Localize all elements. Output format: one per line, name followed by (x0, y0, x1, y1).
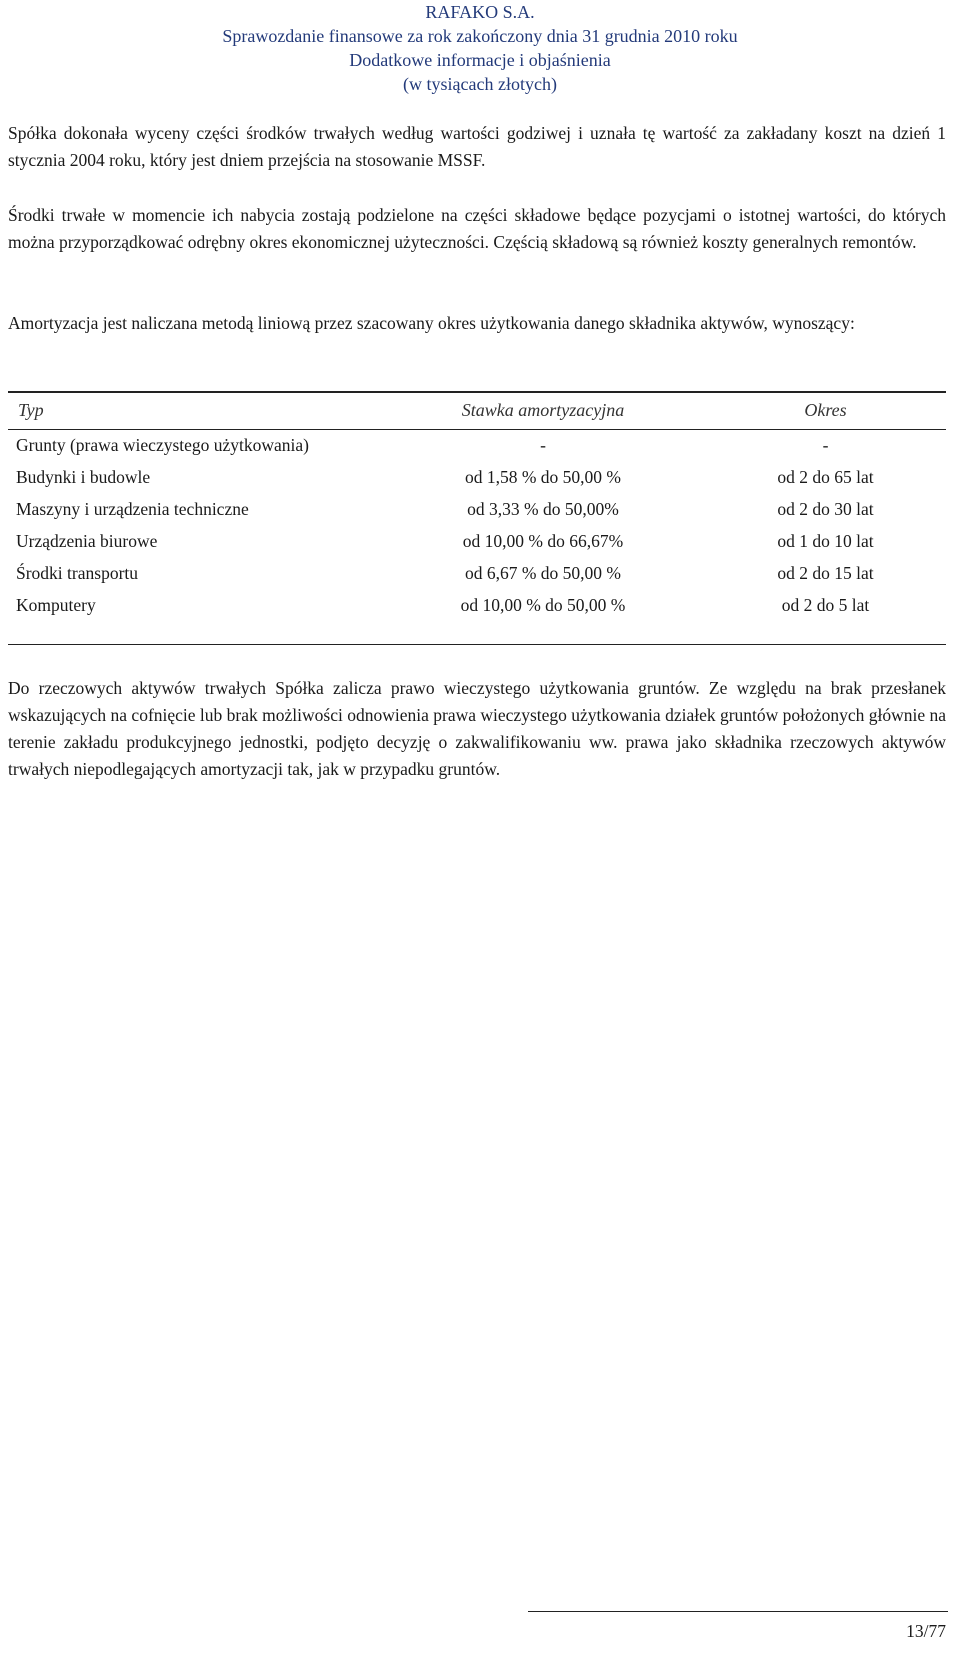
cell-type: Komputery (16, 595, 96, 615)
footer-rule (528, 1611, 948, 1612)
paragraph-depreciation: Amortyzacja jest naliczana metodą liniową przez szacowany okres użytkowania danego składnika aktywów, wynoszący: (8, 313, 855, 333)
section-title: Dodatkowe informacje i objaśnienia (349, 50, 611, 70)
cell-rate: od 1,58 % do 50,00 % (464, 467, 622, 487)
header-type: Typ (18, 400, 44, 420)
cell-rate: od 10,00 % do 66,67% (462, 531, 624, 551)
cell-period: od 2 do 65 lat (777, 467, 874, 487)
cell-type: Środki transportu (16, 563, 139, 583)
paragraph-fair-value: Spółka dokonała wyceny części środków trwałych według wartości godziwej i uznała tę wartość za zakładany koszt na dzień 1 stycznia 2004 roku, który jest dniem przejścia na stosowanie MSSF. (8, 123, 946, 170)
table-row (8, 467, 946, 499)
cell-rate: od 3,33 % do 50,00% (467, 499, 619, 519)
header-period: Okres (804, 400, 847, 420)
units-note: (w tysiącach złotych) (403, 74, 557, 94)
table-bottom-rule (8, 644, 946, 645)
cell-type: Grunty (prawa wieczystego użytkowania) (16, 435, 310, 455)
cell-period: od 2 do 5 lat (781, 595, 870, 615)
cell-period: od 2 do 15 lat (777, 563, 874, 583)
page-header (0, 0, 960, 96)
cell-type: Urządzenia biurowe (16, 531, 158, 551)
company-name: RAFAKO S.A. (425, 2, 535, 22)
table-header (8, 396, 946, 426)
cell-period: od 2 do 30 lat (777, 499, 874, 519)
table-row (8, 531, 946, 563)
paragraph-components: Środki trwałe w momencie ich nabycia zostają podzielone na części składowe będące pozycjami o istotnej wartości, do których można przyporządkować odrębny okres ekonomicznej użyteczności. Częścią składową są również koszty generalnych remontów. (8, 205, 946, 252)
table-row (8, 563, 946, 595)
report-title: Sprawozdanie finansowe za rok zakończony dnia 31 grudnia 2010 roku (222, 26, 738, 46)
cell-period: - (822, 435, 829, 455)
cell-type: Maszyny i urządzenia techniczne (16, 499, 249, 519)
paragraph-perpetual-usufruct: Do rzeczowych aktywów trwałych Spółka zalicza prawo wieczystego użytkowania gruntów. Ze względu na brak przesłanek wskazujących na cofnięcie lub brak możliwości odnowienia prawa wieczystego użytkowania działek gruntów położonych głównie na terenie zakładu produkcyjnego jednostki, podjęto decyzję o zakwalifikowaniu ww. prawa jako składnika rzeczowych aktywów trwałych niepodlegających amortyzacji tak, jak w przypadku gruntów. (8, 678, 946, 779)
table-row (8, 499, 946, 531)
cell-type: Budynki i budowle (16, 467, 151, 487)
page-footer (0, 1607, 960, 1659)
table-row (8, 435, 946, 467)
table-top-rule (8, 391, 946, 393)
cell-rate: - (540, 435, 546, 455)
cell-rate: od 10,00 % do 50,00 % (460, 595, 626, 615)
header-rate: Stawka amortyzacyjna (461, 400, 625, 420)
cell-period: od 1 do 10 lat (777, 531, 874, 551)
table-header-rule (8, 429, 946, 430)
table-row (8, 595, 946, 627)
page-number: 13/77 (906, 1621, 946, 1641)
cell-rate: od 6,67 % do 50,00 % (464, 563, 622, 583)
